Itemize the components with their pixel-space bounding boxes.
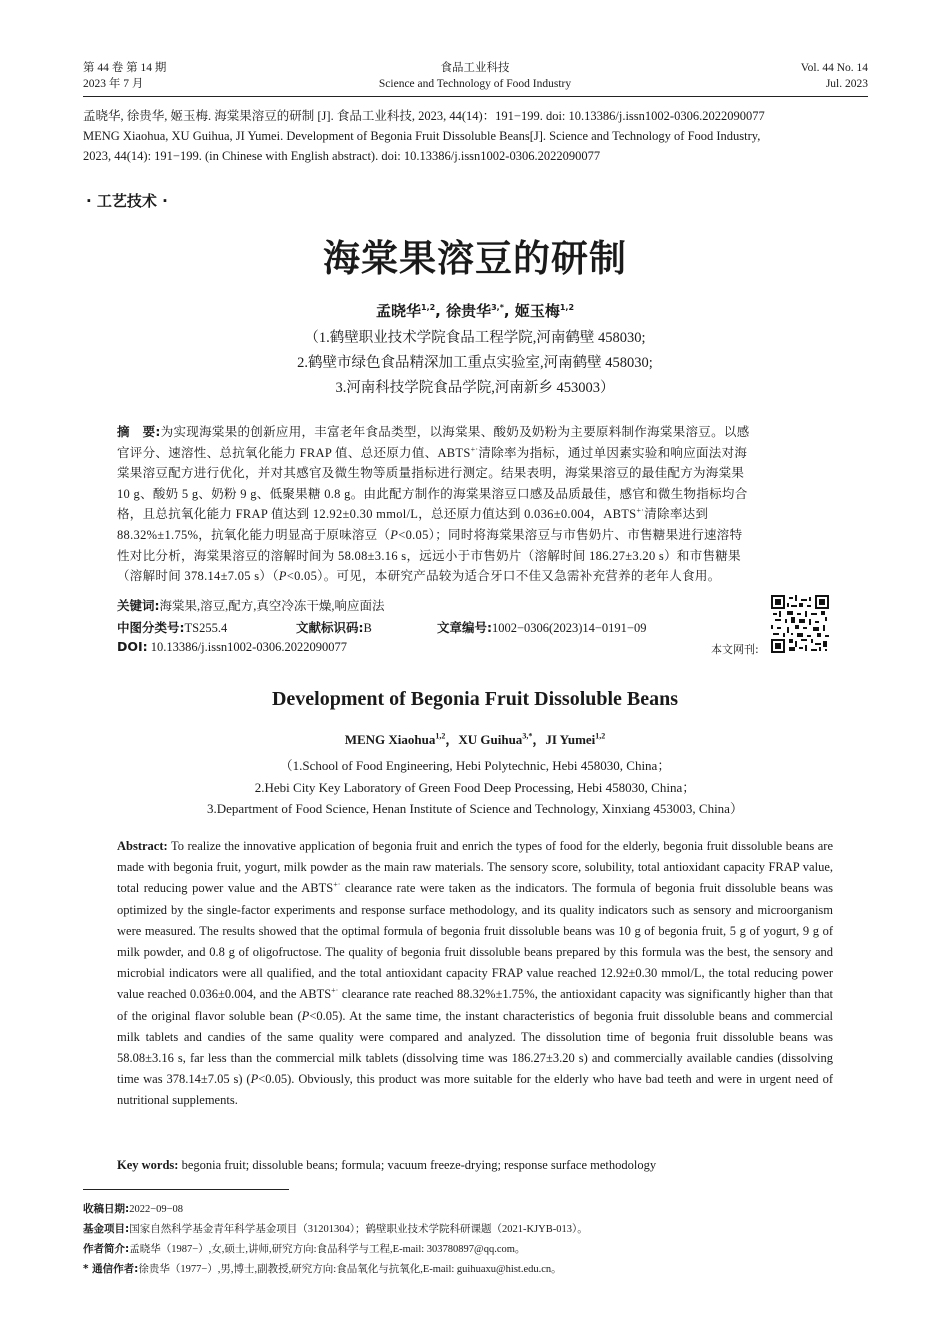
author-value: 孟晓华（1987−）,女,硕士,讲师,研究方向:食品科学与工程,E-mail: 303780897@qq.com。 (129, 1244, 526, 1255)
fund-value: 国家自然科学基金青年科学基金项目（31201304）；鹤壁职业技术学院科研课题（2021-KJYB-013）。 (129, 1224, 588, 1235)
abstract-en-text: To realize the innovative application of begonia fruit and enrich the types of food for the elderly, begonia fruit dissoluble beans are made with begonia fruit, yogurt, milk powder as the main raw materials. The sensory score, solubility, total antioxidant capacity FRAP value, total reducing power value and the ABTS (117, 839, 833, 896)
doi-row (117, 639, 347, 655)
citation-en-1: MENG Xiaohua, XU Guihua, JI Yumei. Development of Begonia Fruit Dissoluble Beans[J]. Science and Technology of Food Industry, (83, 129, 761, 143)
header-left (83, 60, 166, 92)
qr-code-icon (771, 595, 829, 653)
abstract-cn-line (117, 443, 833, 464)
author-2: 徐贵华 (446, 302, 492, 320)
article-label: 文章编号: (437, 620, 492, 635)
keywords-en (117, 1158, 656, 1173)
abstract-cn-text: 官评分、速溶性、总抗氧化能力 FRAP 值、总还原力值、ABTS (117, 445, 471, 460)
clc-value: TS255.4 (184, 621, 228, 635)
keywords-cn-label: 关键词: (117, 598, 160, 613)
authors-cn: 孟晓华$^{1,2}$, 徐贵华$^{3,*}$, 姬玉梅$^{1,2}$ (375, 302, 575, 320)
journal-cn: 食品工业科技 (440, 62, 510, 74)
citation-block (83, 106, 873, 166)
author-1: 孟晓华 (375, 302, 421, 320)
citation-cn: 孟晓华, 徐贵华, 姬玉梅. 海棠果溶豆的研制 [J]. 食品工业科技, 2023, 44(14)：191−199. doi: 10.13386/j.issn1002-0306.2022090077 (83, 109, 765, 123)
affiliation-cn-1: （1.鹤壁职业技术学院食品工程学院,河南鹤壁 458030; (304, 330, 646, 346)
received-label: 收稿日期: (83, 1203, 130, 1215)
author-sep: ， (445, 732, 459, 747)
footnote-fund (83, 1222, 588, 1237)
title-en: Development of Begonia Fruit Dissoluble Beans (271, 688, 679, 710)
author-label: 作者简介: (83, 1243, 130, 1255)
doc-value: B (363, 621, 372, 635)
p-italic: P (390, 527, 399, 542)
author-3: 姬玉梅 (514, 302, 560, 320)
received-value: 2022−09−08 (129, 1204, 184, 1215)
date-cn: 2023 年 7 月 (83, 78, 144, 90)
fund-label: 基金项目: (83, 1223, 130, 1235)
affiliation-en-2: 2.Hebi City Key Laboratory of Green Food Deep Processing, Hebi 458030, China； (254, 779, 696, 795)
abstract-cn-line (117, 504, 833, 525)
clc-label: 中图分类号: (117, 620, 185, 635)
corr-value: 徐贵华（1977−）,男,博士,副教授,研究方向:食品氧化与抗氧化,E-mail: guihuaxu@hist.edu.cn。 (138, 1264, 562, 1275)
abstract-cn-line (117, 525, 833, 546)
qr-code[interactable] (771, 595, 829, 653)
keywords-cn (117, 596, 385, 614)
date-en: Jul. 2023 (825, 78, 868, 90)
abstract-cn-text: 清除率达到 (644, 507, 709, 522)
abstract-cn-text: 为实现海棠果的创新应用，丰富老年食品类型，以海棠果、酸奶及奶粉为主要原料制作海棠果溶豆。以感 (160, 425, 750, 439)
article-number (437, 618, 646, 636)
p-italic: P (301, 1008, 310, 1023)
abts-sup: +· (333, 880, 341, 890)
web-label: 本文网刊: (711, 643, 759, 656)
author-en-2-sup: 3,* (522, 731, 533, 741)
affiliation-cn-3: 3.河南科技学院食品学院,河南新乡 453003） (335, 380, 615, 396)
header-center (300, 60, 650, 92)
doc-label: 文献标识码: (296, 620, 364, 635)
footnote-rule (83, 1189, 289, 1190)
abstract-cn-text: 88.32%±1.75%，抗氧化能力明显高于原味溶豆（ (117, 527, 391, 542)
p-italic: P (278, 569, 287, 584)
abstract-cn-text: <0.05）；同时将海棠果溶豆与市售奶片、市售糖果进行速溶特 (398, 527, 743, 542)
author-en-1: MENG Xiaohua (344, 732, 436, 747)
footnote-corresponding (83, 1262, 562, 1277)
abstract-cn-label: 摘 要: (117, 424, 161, 439)
abstract-en-label: Abstract: (117, 839, 168, 853)
abstract-cn-line: 10 g、酸奶 5 g、奶粉 9 g、低聚果糖 0.8 g。由此配方制作的海棠果溶豆口感及品质最佳，感官和微生物指标均合 (117, 486, 748, 501)
abstract-cn-text: <0.05）。可见，本研究产品较为适合牙口不佳又急需补充营养的老年人食用。 (286, 569, 721, 584)
clc-number (117, 618, 227, 636)
author-en-1-sup: 1,2 (435, 731, 446, 741)
author-1-sup: 1,2 (421, 303, 436, 312)
abstract-cn-line: 性对比分析，海棠果溶豆的溶解时间为 58.08±3.16 s，远远小于市售奶片（溶解时间 186.27±3.20 s）和市售糖果 (117, 548, 741, 563)
abts-sup: +· (470, 444, 479, 454)
vol-issue-cn: 第 44 卷 第 14 期 (83, 62, 167, 74)
abstract-cn-text: 格，且总抗氧化能力 FRAP 值达到 12.92±0.30 mmol/L，总还原力值达到 0.036±0.004，ABTS (117, 507, 637, 522)
affiliation-en-3: 3.Department of Food Science, Henan Institute of Science and Technology, Xinxiang 453003, China） (207, 801, 743, 816)
section-label: · 工艺技术 · (86, 192, 168, 210)
footnote-author (83, 1242, 525, 1257)
doc-code (296, 618, 372, 636)
journal-en: Science and Technology of Food Industry (378, 78, 572, 90)
abstract-en (117, 836, 833, 1112)
doi-value[interactable]: 10.13386/j.issn1002-0306.2022090077 (150, 640, 347, 654)
abstract-cn-line (117, 566, 833, 587)
footnote-received (83, 1202, 183, 1217)
abstract-cn-line (117, 422, 833, 443)
author-en-3-sup: 1,2 (595, 731, 606, 741)
abstract-en-text: clearance rate were taken as the indicators. The formula of begonia fruit dissoluble beans was optimized by the single-factor experiments and response surface methodology, and its quality indicators such as sensory and microorganism were measured. The results showed that the optimal formula of begonia fruit dissoluble beans was 10 g of begonia fruit, 5 g of yogurt, 9 g of milk powder, and 0.8 g of oligofructose. The quality of begonia fruit dissoluble beans prepared by this formula was the best, the sensory and microbial indicators were all qualified, and the total antioxidant capacity FRAP value reached 12.92±0.30 mmol/L, the total reducing power value reached 0.036±0.004, and the ABTS (117, 881, 833, 1002)
author-2-sup: 3,* (491, 303, 504, 312)
abstract-en-text: clearance rate reached 88.32%±1.75%, the antioxidant capacity was significantly higher than that of the original flavor soluble bean ( (117, 987, 833, 1023)
abstract-en-text: <0.05). Obviously, this product was more suitable for the elderly who have bad teeth and were in urgent need of nutritional supplements. (117, 1072, 833, 1108)
article-value: 1002−0306(2023)14−0191−09 (492, 621, 647, 635)
abstract-cn-text: 清除率为指标，通过单因素实验和响应面法对海 (478, 445, 748, 460)
header-right (801, 60, 868, 92)
affiliation-en-1: （1.School of Food Engineering, Hebi Polytechnic, Hebi 458030, China； (279, 758, 671, 773)
abstract-cn-text: （溶解时间 378.14±7.05 s）（ (117, 569, 279, 584)
doi-label: DOI: (117, 639, 148, 654)
keywords-cn-text: 海棠果,溶豆,配方,真空冷冻干燥,响应面法 (159, 599, 385, 613)
p-italic: P (250, 1072, 259, 1087)
author-3-sup: 1,2 (559, 303, 575, 312)
author-en-2: XU Guihua (458, 732, 523, 747)
affiliations-cn (0, 326, 950, 401)
author-sep: ， (532, 732, 546, 747)
keywords-en-label: Key words: (117, 1158, 179, 1172)
title-cn: 海棠果溶豆的研制 (323, 237, 627, 280)
abstract-cn (117, 422, 833, 587)
affiliation-cn-2: 2.鹤壁市绿色食品精深加工重点实验室,河南鹤壁 458030; (297, 355, 653, 371)
author-en-3: JI Yumei (545, 732, 596, 747)
abts-sup: +· (636, 506, 645, 516)
abts-sup: +· (331, 986, 339, 996)
affiliations-en (0, 755, 950, 820)
vol-issue-en: Vol. 44 No. 14 (800, 62, 868, 74)
keywords-en-text: begonia fruit; dissoluble beans; formula; vacuum freeze-drying; response surface methodology (178, 1158, 657, 1172)
citation-en-2: 2023, 44(14): 191−199. (in Chinese with English abstract). doi: 10.13386/j.issn1002-0306.2022090077 (83, 149, 601, 163)
abstract-en-text: <0.05). At the same time, the instant characteristics of begonia fruit dissoluble beans and commercial milk tablets and candies of the same quality were compared and analyzed. The dissolution time of begonia fruit dissoluble beans was 58.08±3.16 s, far less than the commercial milk tablets (dissolving time was 186.27±3.20 s) and commercially available candies (dissolving time was 378.14±7.05 s) ( (117, 1008, 833, 1087)
abstract-cn-line: 棠果溶豆配方进行优化，并对其感官及微生物等质量指标进行测定。结果表明，海棠果溶豆的最佳配方为海棠果 (117, 466, 745, 481)
header-rule (83, 96, 868, 97)
corr-label: * 通信作者: (83, 1263, 139, 1275)
authors-en (0, 729, 950, 748)
